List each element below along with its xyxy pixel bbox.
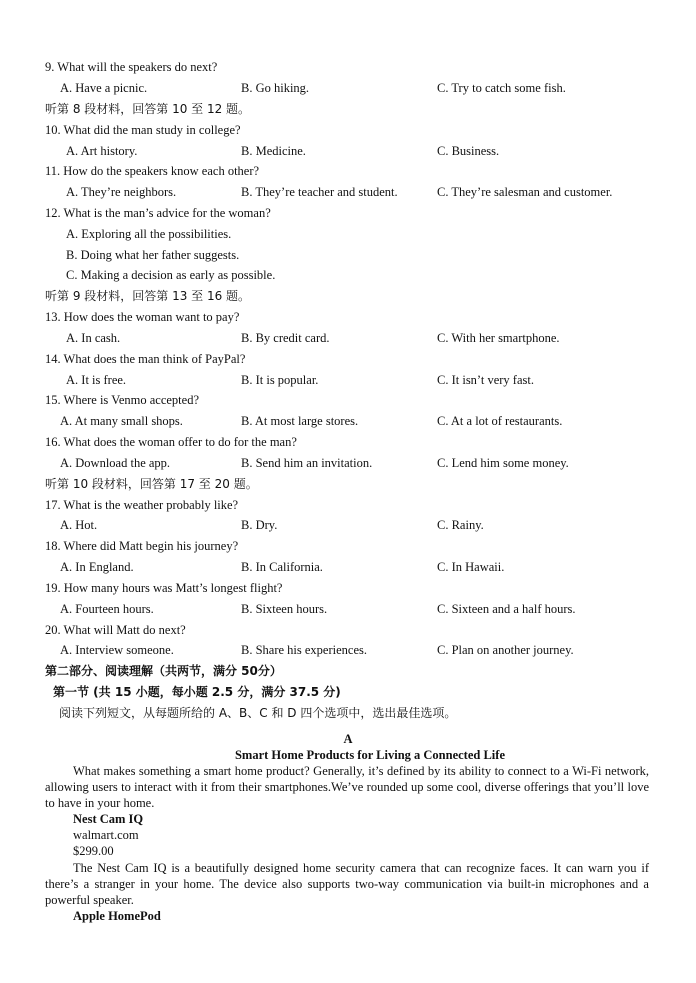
question-17: 17. What is the weather probably like? [45, 498, 239, 512]
q11-option-a: A. They’re neighbors. [66, 185, 177, 199]
q17-option-c: C. Rainy. [437, 518, 484, 532]
q16-option-c: C. Lend him some money. [437, 456, 569, 470]
passage-letter: A [343, 732, 353, 746]
q18-option-b: B. In California. [241, 560, 323, 574]
question-18: 18. Where did Matt begin his journey? [45, 539, 239, 553]
reading-instruction: 阅读下列短文，从每题所给的 A、B、C 和 D 四个选项中，选出最佳选项。 [59, 706, 457, 720]
question-13: 13. How does the woman want to pay? [45, 310, 240, 324]
q17-option-a: A. Hot. [60, 518, 98, 532]
question-20: 20. What will Matt do next? [45, 623, 186, 637]
product-1-price: $299.00 [73, 844, 114, 858]
q13-option-a: A. In cash. [66, 331, 121, 345]
q9-option-a: A. Have a picnic. [60, 81, 148, 95]
q19-option-b: B. Sixteen hours. [241, 602, 328, 616]
product-1-name: Nest Cam IQ [73, 812, 144, 826]
q13-option-c: C. With her smartphone. [437, 331, 560, 345]
q12-option-a: A. Exploring all the possibilities. [66, 227, 232, 241]
q12-option-b: B. Doing what her father suggests. [66, 248, 240, 262]
q12-option-c: C. Making a decision as early as possible. [66, 268, 276, 282]
section-8-heading: 听第 8 段材料，回答第 10 至 12 题。 [45, 102, 251, 116]
q9-option-b: B. Go hiking. [241, 81, 310, 95]
q20-option-b: B. Share his experiences. [241, 643, 368, 657]
q15-option-b: B. At most large stores. [241, 414, 359, 428]
product-2-name: Apple HomePod [73, 909, 161, 923]
section-9-heading: 听第 9 段材料，回答第 13 至 16 题。 [45, 289, 251, 303]
question-10: 10. What did the man study in college? [45, 123, 241, 137]
part-2-heading: 第二部分、阅读理解（共两节，满分 50分） [45, 664, 282, 678]
passage-intro: What makes something a smart home product? Generally, it’s defined by its ability to connect to a Wi-Fi network, allowing users to interact with it from their smartphones.We’ve rounded up some cool, diverse offerings that you’ll love to have in your home. [45, 764, 649, 810]
question-19: 19. How many hours was Matt’s longest flight? [45, 581, 283, 595]
question-12: 12. What is the man’s advice for the woman? [45, 206, 271, 220]
q18-option-a: A. In England. [60, 560, 134, 574]
q15-option-c: C. At a lot of restaurants. [437, 414, 563, 428]
q19-option-a: A. Fourteen hours. [60, 602, 154, 616]
q14-option-c: C. It isn’t very fast. [437, 373, 534, 387]
q14-option-a: A. It is free. [66, 373, 127, 387]
q11-option-c: C. They’re salesman and customer. [437, 185, 613, 199]
q10-option-a: A. Art history. [66, 144, 138, 158]
q19-option-c: C. Sixteen and a half hours. [437, 602, 576, 616]
product-1-site: walmart.com [73, 828, 139, 842]
q16-option-a: A. Download the app. [60, 456, 171, 470]
q15-option-a: A. At many small shops. [60, 414, 183, 428]
q10-option-c: C. Business. [437, 144, 500, 158]
q18-option-c: C. In Hawaii. [437, 560, 505, 574]
q14-option-b: B. It is popular. [241, 373, 319, 387]
section-10-heading: 听第 10 段材料，回答第 17 至 20 题。 [45, 477, 258, 491]
q9-option-c: C. Try to catch some fish. [437, 81, 566, 95]
q20-option-c: C. Plan on another journey. [437, 643, 574, 657]
question-9: 9. What will the speakers do next? [45, 60, 218, 74]
q20-option-a: A. Interview someone. [60, 643, 174, 657]
question-11: 11. How do the speakers know each other? [45, 164, 260, 178]
question-15: 15. Where is Venmo accepted? [45, 393, 199, 407]
q13-option-b: B. By credit card. [241, 331, 330, 345]
product-1-description: The Nest Cam IQ is a beautifully designed home security camera that can recognize faces. It can warn you if there’s a stranger in your home. The device also supports two-way communication via built-in microphones and a powerful speaker. [45, 861, 649, 907]
q11-option-b: B. They’re teacher and student. [241, 185, 398, 199]
question-14: 14. What does the man think of PayPal? [45, 352, 246, 366]
q10-option-b: B. Medicine. [241, 144, 306, 158]
q16-option-b: B. Send him an invitation. [241, 456, 373, 470]
passage-title: Smart Home Products for Living a Connected Life [234, 748, 505, 762]
q17-option-b: B. Dry. [241, 518, 278, 532]
question-16: 16. What does the woman offer to do for the man? [45, 435, 297, 449]
section-1-heading: 第一节 (共 15 小题，每小题 2.5 分，满分 37.5 分) [53, 685, 341, 699]
